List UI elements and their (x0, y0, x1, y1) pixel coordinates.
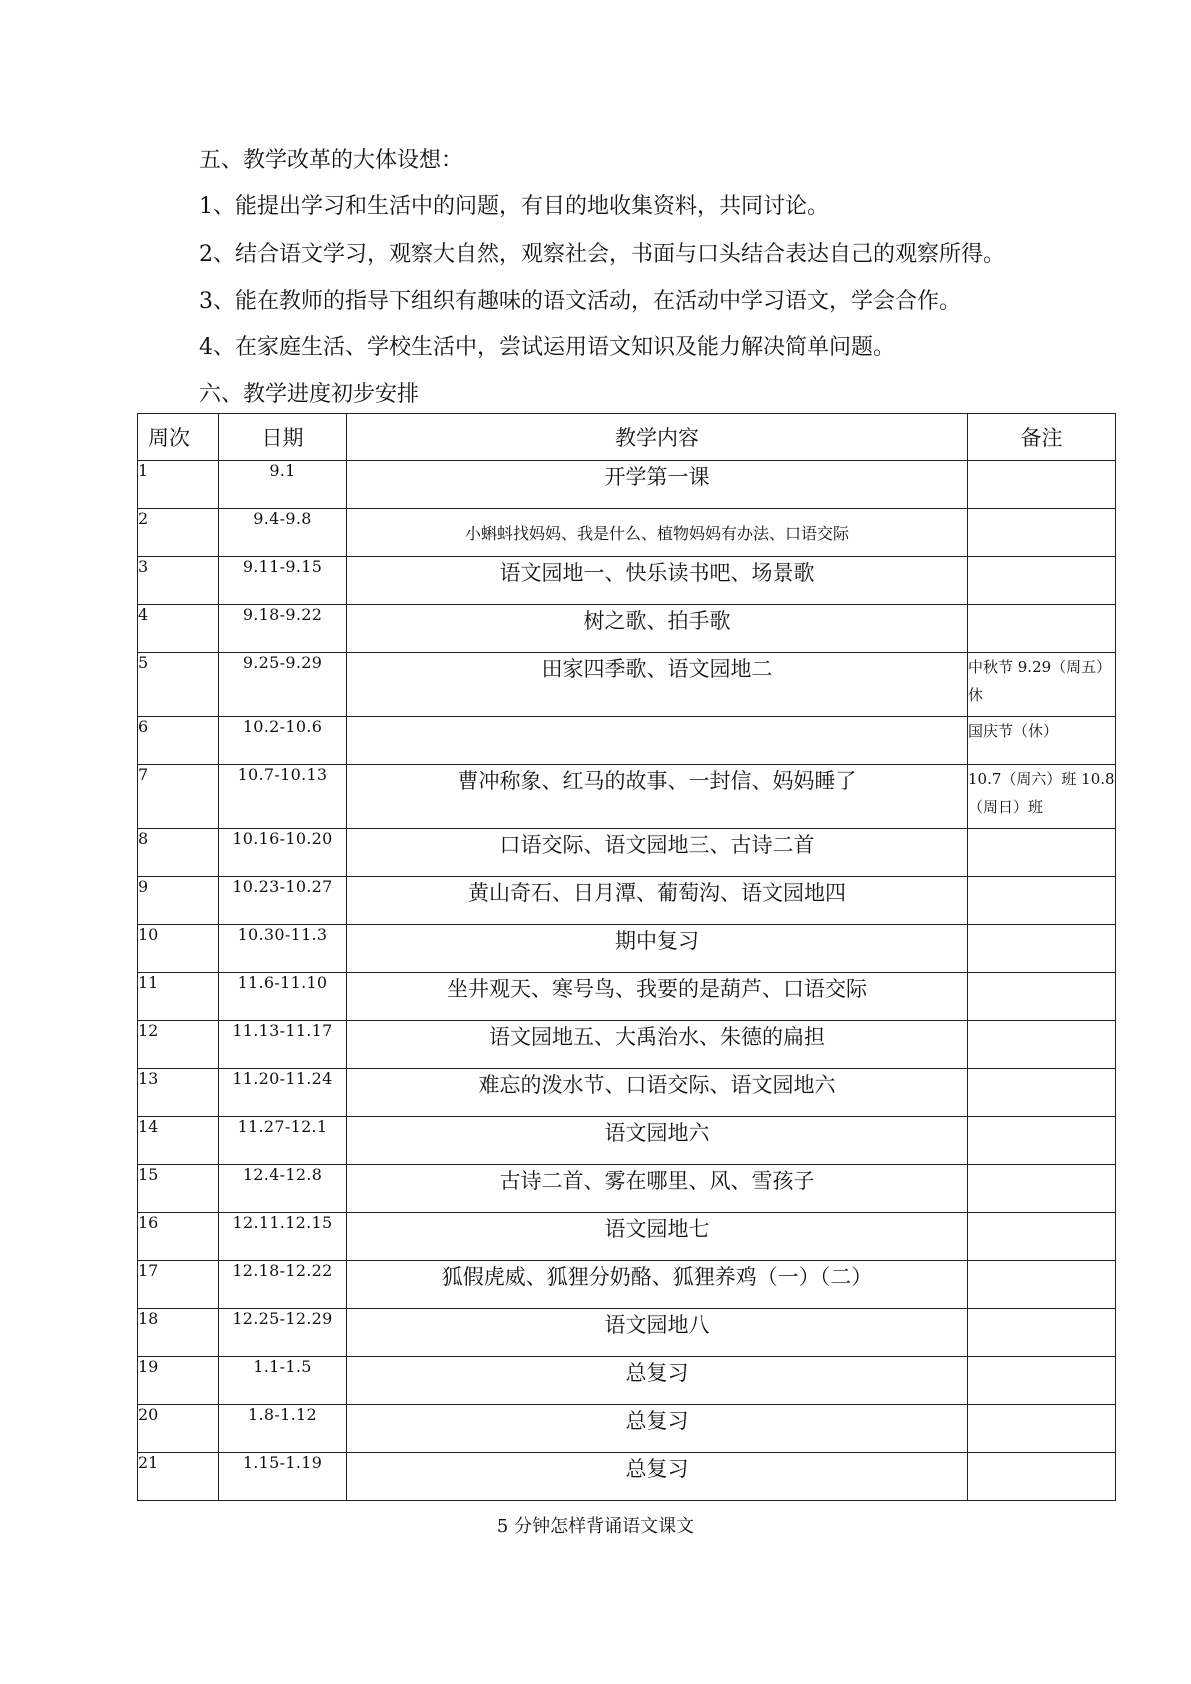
content-cell: 语文园地八 (347, 1309, 968, 1357)
date-cell: 9.18-9.22 (219, 605, 347, 653)
date-cell: 1.8-1.12 (219, 1405, 347, 1453)
content-cell: 口语交际、语文园地三、古诗二首 (347, 829, 968, 877)
table-row (138, 1357, 1116, 1405)
content-cell: 语文园地七 (347, 1213, 968, 1261)
paragraph-item-2: 2、结合语文学习，观察大自然，观察社会，书面与口头结合表达自己的观察所得。 (199, 242, 1005, 267)
note-cell (968, 1261, 1116, 1309)
week-cell: 9 (138, 877, 219, 925)
table-row (138, 557, 1116, 605)
note-cell (968, 1213, 1116, 1261)
week-cell: 5 (138, 653, 219, 717)
content-cell: 坐井观天、寒号鸟、我要的是葫芦、口语交际 (347, 973, 968, 1021)
note-cell (968, 925, 1116, 973)
note-cell: 10.7（周六）班 10.8（周日）班 (968, 765, 1116, 829)
table-row (138, 1453, 1116, 1501)
note-cell (968, 1405, 1116, 1453)
week-cell: 1 (138, 461, 219, 509)
table-row (138, 1165, 1116, 1213)
schedule-table (137, 413, 1116, 1501)
table-row (138, 1117, 1116, 1165)
header-note: 备注 (968, 414, 1116, 461)
header-date: 日期 (219, 414, 347, 461)
content-cell: 田家四季歌、语文园地二 (347, 653, 968, 717)
week-cell: 15 (138, 1165, 219, 1213)
note-cell (968, 1117, 1116, 1165)
schedule-body (138, 461, 1116, 1501)
note-cell (968, 1357, 1116, 1405)
week-cell: 13 (138, 1069, 219, 1117)
table-row (138, 461, 1116, 509)
note-cell (968, 877, 1116, 925)
week-cell: 11 (138, 973, 219, 1021)
note-cell (968, 461, 1116, 509)
content-cell (347, 717, 968, 765)
paragraph-item-4: 4、在家庭生活、学校生活中，尝试运用语文知识及能力解决简单问题。 (199, 335, 895, 360)
table-row (138, 1405, 1116, 1453)
note-cell: 中秋节 9.29（周五）休 (968, 653, 1116, 717)
note-cell (968, 509, 1116, 557)
week-cell: 17 (138, 1261, 219, 1309)
date-cell: 10.30-11.3 (219, 925, 347, 973)
date-cell: 11.6-11.10 (219, 973, 347, 1021)
content-cell: 古诗二首、雾在哪里、风、雪孩子 (347, 1165, 968, 1213)
week-cell: 18 (138, 1309, 219, 1357)
table-row (138, 877, 1116, 925)
date-cell: 12.25-12.29 (219, 1309, 347, 1357)
week-cell: 8 (138, 829, 219, 877)
content-cell: 难忘的泼水节、口语交际、语文园地六 (347, 1069, 968, 1117)
date-cell: 12.18-12.22 (219, 1261, 347, 1309)
content-cell: 树之歌、拍手歌 (347, 605, 968, 653)
week-cell: 21 (138, 1453, 219, 1501)
note-cell (968, 973, 1116, 1021)
content-cell: 小蝌蚪找妈妈、我是什么、植物妈妈有办法、口语交际 (347, 509, 968, 557)
content-cell: 语文园地六 (347, 1117, 968, 1165)
week-cell: 12 (138, 1021, 219, 1069)
table-row (138, 1261, 1116, 1309)
note-cell (968, 605, 1116, 653)
note-cell (968, 829, 1116, 877)
paragraph-item-3: 3、能在教师的指导下组织有趣味的语文活动，在活动中学习语文，学会合作。 (199, 289, 961, 314)
date-cell: 10.2-10.6 (219, 717, 347, 765)
note-cell (968, 1309, 1116, 1357)
table-row (138, 973, 1116, 1021)
note-cell (968, 1453, 1116, 1501)
content-cell: 黄山奇石、日月潭、葡萄沟、语文园地四 (347, 877, 968, 925)
week-cell: 6 (138, 717, 219, 765)
header-week: 周次 (138, 414, 219, 461)
date-cell: 1.15-1.19 (219, 1453, 347, 1501)
date-cell: 9.4-9.8 (219, 509, 347, 557)
content-cell: 开学第一课 (347, 461, 968, 509)
week-cell: 20 (138, 1405, 219, 1453)
content-cell: 语文园地一、快乐读书吧、场景歌 (347, 557, 968, 605)
date-cell: 11.20-11.24 (219, 1069, 347, 1117)
note-cell (968, 1165, 1116, 1213)
date-cell: 12.4-12.8 (219, 1165, 347, 1213)
footer-text: 5 分钟怎样背诵语文课文 (496, 1516, 695, 1537)
table-row (138, 717, 1116, 765)
table-row (138, 1309, 1116, 1357)
note-cell (968, 1021, 1116, 1069)
content-cell: 总复习 (347, 1405, 968, 1453)
week-cell: 3 (138, 557, 219, 605)
week-cell: 19 (138, 1357, 219, 1405)
content-cell: 期中复习 (347, 925, 968, 973)
note-cell: 国庆节（休） (968, 717, 1116, 765)
section-heading-reform: 五、教学改革的大体设想： (199, 148, 464, 173)
table-row (138, 829, 1116, 877)
table-row (138, 765, 1116, 829)
date-cell: 12.11.12.15 (219, 1213, 347, 1261)
note-cell (968, 557, 1116, 605)
week-cell: 7 (138, 765, 219, 829)
table-row (138, 509, 1116, 557)
week-cell: 2 (138, 509, 219, 557)
date-cell: 9.25-9.29 (219, 653, 347, 717)
date-cell: 10.7-10.13 (219, 765, 347, 829)
date-cell: 1.1-1.5 (219, 1357, 347, 1405)
table-row (138, 653, 1116, 717)
note-cell (968, 1069, 1116, 1117)
date-cell: 9.11-9.15 (219, 557, 347, 605)
table-row (138, 925, 1116, 973)
paragraph-item-1: 1、能提出学习和生活中的问题，有目的地收集资料，共同讨论。 (199, 194, 829, 219)
content-cell: 曹冲称象、红马的故事、一封信、妈妈睡了 (347, 765, 968, 829)
date-cell: 10.16-10.20 (219, 829, 347, 877)
week-cell: 14 (138, 1117, 219, 1165)
table-row (138, 1021, 1116, 1069)
date-cell: 10.23-10.27 (219, 877, 347, 925)
section-heading-schedule: 六、教学进度初步安排 (199, 382, 420, 407)
content-cell: 总复习 (347, 1453, 968, 1501)
week-cell: 4 (138, 605, 219, 653)
week-cell: 16 (138, 1213, 219, 1261)
table-row (138, 605, 1116, 653)
table-header-row (138, 414, 1116, 461)
week-cell: 10 (138, 925, 219, 973)
table-row (138, 1069, 1116, 1117)
content-cell: 语文园地五、大禹治水、朱德的扁担 (347, 1021, 968, 1069)
content-cell: 总复习 (347, 1357, 968, 1405)
table-row (138, 1213, 1116, 1261)
header-content: 教学内容 (347, 414, 968, 461)
date-cell: 9.1 (219, 461, 347, 509)
content-cell: 狐假虎威、狐狸分奶酪、狐狸养鸡（一）（二） (347, 1261, 968, 1309)
date-cell: 11.13-11.17 (219, 1021, 347, 1069)
date-cell: 11.27-12.1 (219, 1117, 347, 1165)
